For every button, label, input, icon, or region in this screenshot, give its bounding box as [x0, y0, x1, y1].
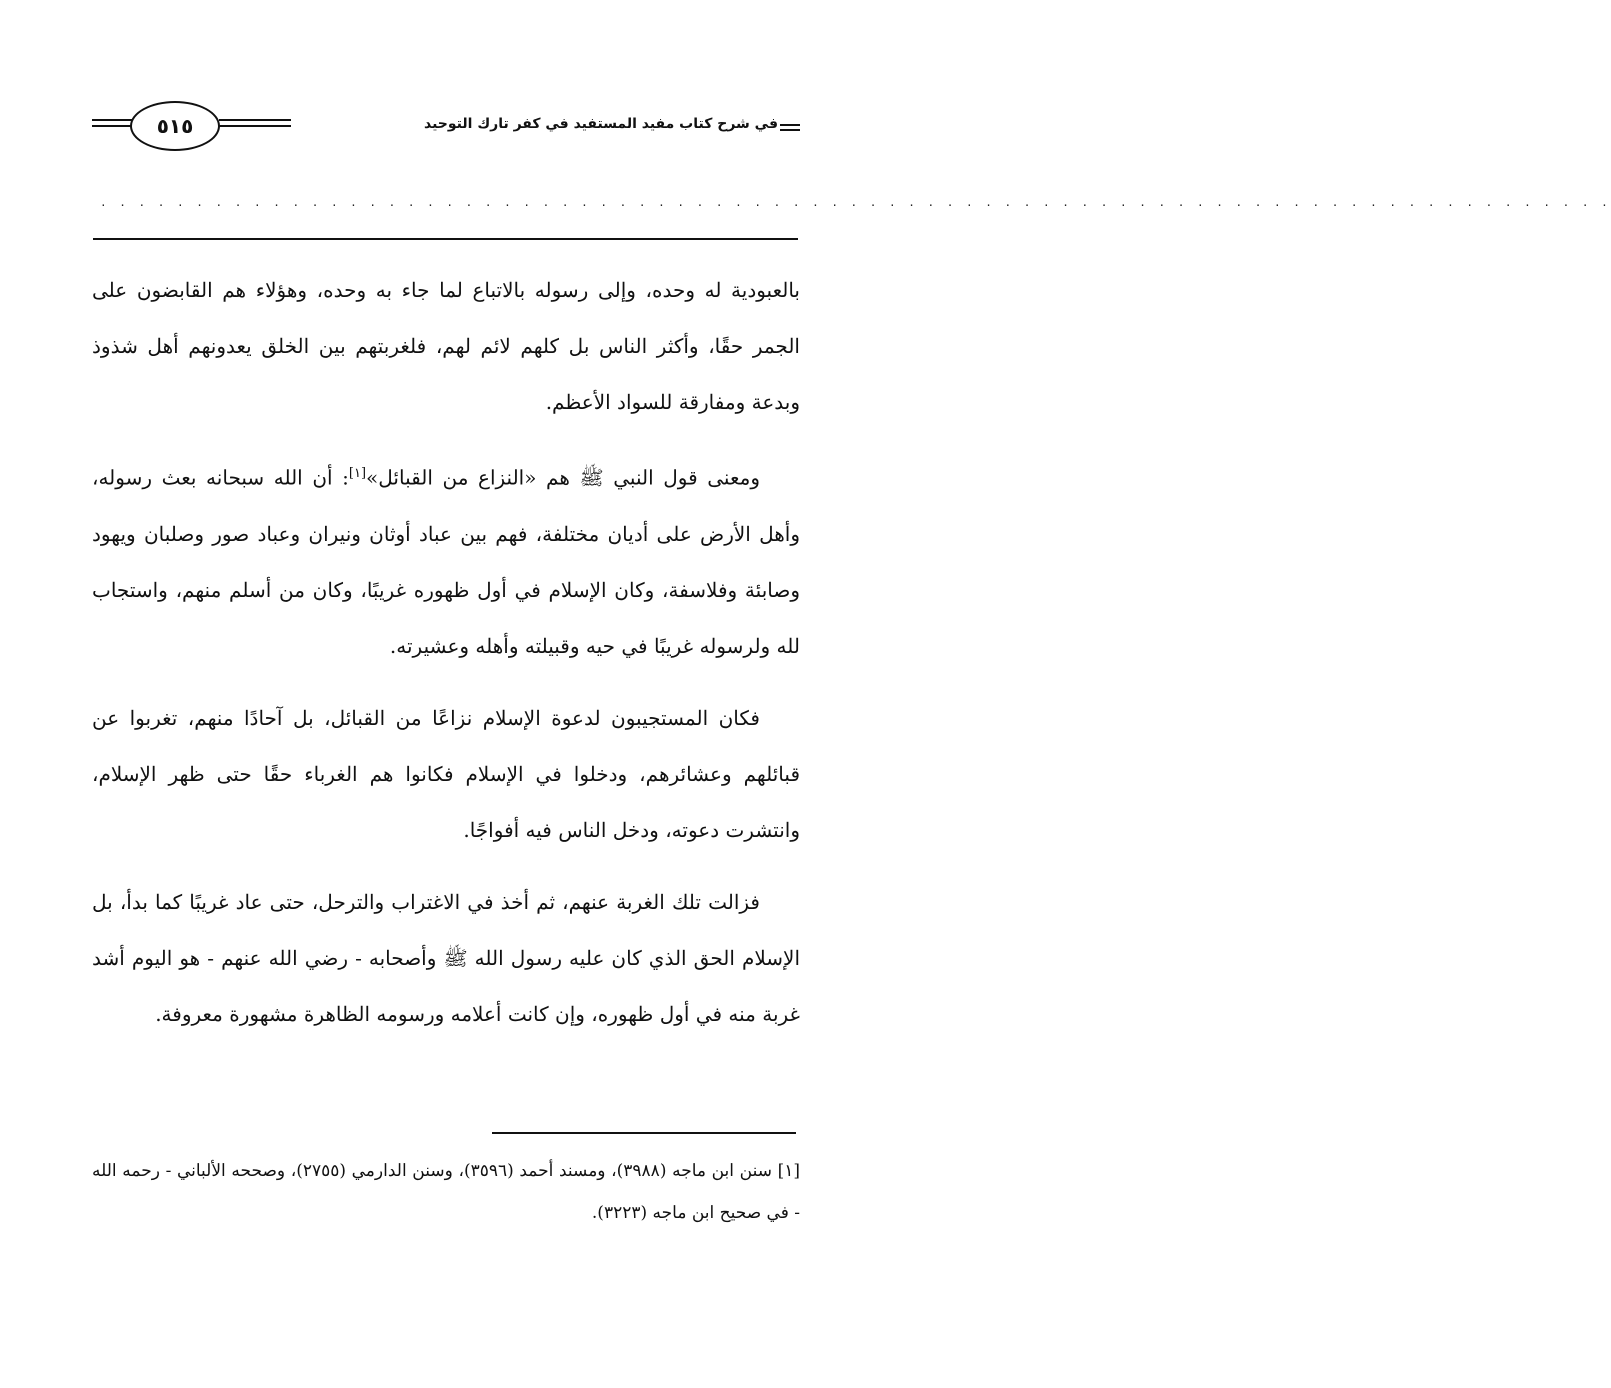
paragraph-2 — [92, 446, 800, 674]
main-text — [92, 262, 800, 1058]
horizontal-rule — [93, 238, 798, 240]
running-title: في شرح كتاب مفيد المستفيد في كفر تارك التوحيد — [424, 116, 778, 132]
header-right-rule — [780, 124, 800, 131]
paragraph-1: بالعبودية له وحده، وإلى رسوله بالاتباع لما جاء به وحده، وهؤلاء هم القابضون على الجمر حقًا، وأكثر الناس بل كلهم لائم لهم، فلغربتهم بين الخلق يعدونهم أهل شذوذ وبدعة ومفارقة للسواد الأعظم. — [92, 278, 800, 414]
page-number: ٥١٥ — [130, 101, 220, 151]
paragraph-2-start: ومعنى قول النبي ﷺ هم «النزاع من القبائل» — [366, 465, 760, 490]
footnote: [١] سنن ابن ماجه (٣٩٨٨)، ومسند أحمد (٣٥٩٦)، وسنن الدارمي (٢٧٥٥)، وصححه الألباني - رحمه الله - في صحيح ابن ماجه (٣٢٢٣). — [92, 1161, 801, 1223]
dotted-separator: . . . . . . . . . . . . . . . . . . . . . . . . . . . . . . . . . . . . . . . . . . . . . . . . . . . . . . . . . . . . . . . . . . . . . . . . . . . . . . . — [100, 196, 1611, 209]
footnote-rule — [492, 1132, 796, 1134]
paragraph-2-rest: : أن الله سبحانه بعث رسوله، وأهل الأرض على أديان مختلفة، فهم بين عباد أوثان ونيران وعباد صور وصلبان ويهود وصابئة وفلاسفة، وكان الإسلام في أول ظهوره غريبًا، وكان من أسلم منهم، واستجاب لله ولرسوله غريبًا في حيه وقبيلته وأهله وعشيرته. — [92, 465, 800, 658]
header-left-rule — [92, 119, 132, 127]
footnote-reference: [١] — [348, 466, 367, 481]
page-header — [0, 0, 879, 190]
paragraph-3: فكان المستجيبون لدعوة الإسلام نزاعًا من القبائل، بل آحادًا منهم، تغربوا عن قبائلهم وعشائرهم، ودخلوا في الإسلام فكانوا هم الغرباء حقًا حتى ظهر الإسلام، وانتشرت دعوته، ودخل الناس فيه أفواجًا. — [92, 705, 800, 842]
paragraph-4: فزالت تلك الغربة عنهم، ثم أخذ في الاغتراب والترحل، حتى عاد غريبًا كما بدأ، بل الإسلام الحق الذي كان عليه رسول الله ﷺ وأصحابه - رضي الله عنهم - هو اليوم أشد غربة منه في أول ظهوره، وإن كانت أعلامه ورسومه الظاهرة مشهورة معروفة. — [92, 889, 800, 1026]
header-middle-rule — [219, 119, 291, 127]
